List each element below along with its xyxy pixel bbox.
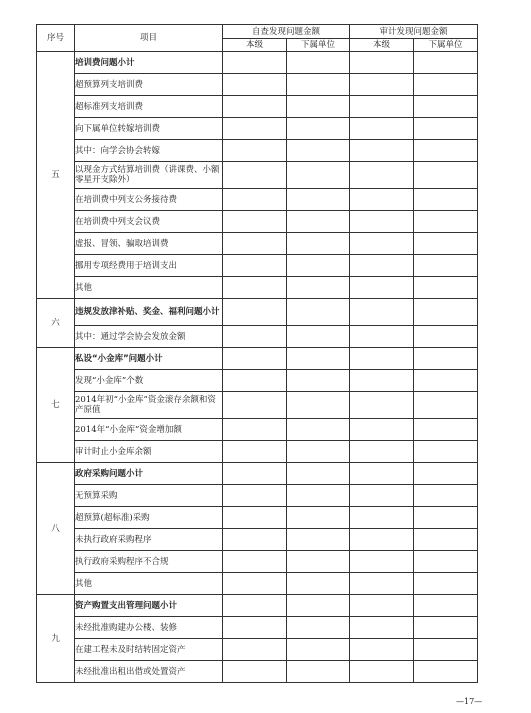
page-number: —17— xyxy=(456,697,483,706)
amount-cell-audit-subordinate[interactable] xyxy=(414,551,478,573)
amount-cell-self-subordinate[interactable] xyxy=(287,189,350,211)
amount-cell-self-subordinate[interactable] xyxy=(287,255,350,277)
amount-cell-self-this-level[interactable] xyxy=(223,299,287,326)
amount-cell-audit-this-level[interactable] xyxy=(350,74,414,96)
amount-cell-self-this-level[interactable] xyxy=(223,370,287,392)
header-audit-this-level: 本级 xyxy=(350,39,414,52)
amount-cell-self-subordinate[interactable] xyxy=(287,96,350,118)
item-label: 挪用专项经费用于培训支出 xyxy=(75,255,223,277)
header-item: 项目 xyxy=(75,25,223,52)
table-row xyxy=(37,277,478,299)
item-label: 无预算采购 xyxy=(75,485,223,507)
amount-cell-audit-this-level[interactable] xyxy=(350,370,414,392)
amount-cell-self-subordinate[interactable] xyxy=(287,639,350,661)
amount-cell-audit-this-level[interactable] xyxy=(350,485,414,507)
table-row xyxy=(37,392,478,419)
amount-cell-self-subordinate[interactable] xyxy=(287,233,350,255)
amount-cell-self-this-level[interactable] xyxy=(223,441,287,463)
amount-cell-audit-this-level[interactable] xyxy=(350,96,414,118)
table-row xyxy=(37,595,478,617)
amount-cell-audit-this-level[interactable] xyxy=(350,661,414,683)
amount-cell-audit-subordinate[interactable] xyxy=(414,255,478,277)
item-label: 在培训费中列支公务接待费 xyxy=(75,189,223,211)
amount-cell-audit-subordinate[interactable] xyxy=(414,463,478,485)
table-row xyxy=(37,162,478,189)
item-label: 在建工程未及时结转固定资产 xyxy=(75,639,223,661)
amount-cell-audit-this-level[interactable] xyxy=(350,189,414,211)
amount-cell-self-subordinate[interactable] xyxy=(287,661,350,683)
subtotal-label: 违规发放津补贴、奖金、福利问题小计 xyxy=(75,299,223,326)
amount-cell-self-this-level[interactable] xyxy=(223,211,287,233)
item-label: 审计时止小金库余额 xyxy=(75,441,223,463)
amount-cell-self-this-level[interactable] xyxy=(223,463,287,485)
amount-cell-self-subordinate[interactable] xyxy=(287,162,350,189)
item-label: 其他 xyxy=(75,573,223,595)
amount-cell-audit-this-level[interactable] xyxy=(350,52,414,74)
item-label: 超预算列支培训费 xyxy=(75,74,223,96)
amount-cell-self-subordinate[interactable] xyxy=(287,370,350,392)
amount-cell-audit-subordinate[interactable] xyxy=(414,162,478,189)
subtotal-label: 资产购置支出管理问题小计 xyxy=(75,595,223,617)
amount-cell-self-this-level[interactable] xyxy=(223,617,287,639)
amount-cell-self-subordinate[interactable] xyxy=(287,507,350,529)
amount-cell-audit-subordinate[interactable] xyxy=(414,140,478,162)
amount-cell-self-this-level[interactable] xyxy=(223,573,287,595)
amount-cell-self-subordinate[interactable] xyxy=(287,441,350,463)
amount-cell-audit-this-level[interactable] xyxy=(350,441,414,463)
table-row xyxy=(37,441,478,463)
amount-cell-self-subordinate[interactable] xyxy=(287,573,350,595)
amount-cell-audit-subordinate[interactable] xyxy=(414,211,478,233)
amount-cell-audit-this-level[interactable] xyxy=(350,573,414,595)
amount-cell-audit-this-level[interactable] xyxy=(350,326,414,348)
section-index: 六 xyxy=(37,299,75,348)
amount-cell-audit-subordinate[interactable] xyxy=(414,441,478,463)
table-row xyxy=(37,189,478,211)
table-row xyxy=(37,617,478,639)
amount-cell-audit-subordinate[interactable] xyxy=(414,74,478,96)
amount-cell-audit-this-level[interactable] xyxy=(350,233,414,255)
amount-cell-audit-subordinate[interactable] xyxy=(414,419,478,441)
amount-cell-audit-this-level[interactable] xyxy=(350,463,414,485)
amount-cell-self-subordinate[interactable] xyxy=(287,551,350,573)
amount-cell-self-this-level[interactable] xyxy=(223,140,287,162)
item-label: 其中：通过学会协会发放金额 xyxy=(75,326,223,348)
amount-cell-audit-subordinate[interactable] xyxy=(414,529,478,551)
amount-cell-audit-this-level[interactable] xyxy=(350,299,414,326)
amount-cell-audit-this-level[interactable] xyxy=(350,277,414,299)
amount-cell-self-this-level[interactable] xyxy=(223,162,287,189)
item-label: 超标准列支培训费 xyxy=(75,96,223,118)
amount-cell-audit-subordinate[interactable] xyxy=(414,348,478,370)
table-row xyxy=(37,507,478,529)
table-row xyxy=(37,118,478,140)
amount-cell-audit-this-level[interactable] xyxy=(350,255,414,277)
amount-cell-self-this-level[interactable] xyxy=(223,326,287,348)
amount-cell-audit-subordinate[interactable] xyxy=(414,233,478,255)
audit-table xyxy=(36,24,478,683)
amount-cell-self-subordinate[interactable] xyxy=(287,118,350,140)
amount-cell-self-this-level[interactable] xyxy=(223,392,287,419)
section-index: 七 xyxy=(37,348,75,463)
section-index: 八 xyxy=(37,463,75,595)
amount-cell-audit-this-level[interactable] xyxy=(350,419,414,441)
amount-cell-audit-this-level[interactable] xyxy=(350,551,414,573)
table-row xyxy=(37,370,478,392)
item-label: 2014年初“小金库”资金滚存余额和资产原值 xyxy=(75,392,223,419)
item-label: 发现“小金库”个数 xyxy=(75,370,223,392)
subtotal-label: 私设“小金库”问题小计 xyxy=(75,348,223,370)
amount-cell-audit-this-level[interactable] xyxy=(350,162,414,189)
item-label: 超预算(超标准)采购 xyxy=(75,507,223,529)
amount-cell-audit-this-level[interactable] xyxy=(350,595,414,617)
amount-cell-audit-this-level[interactable] xyxy=(350,392,414,419)
amount-cell-self-subordinate[interactable] xyxy=(287,529,350,551)
amount-cell-audit-subordinate[interactable] xyxy=(414,326,478,348)
amount-cell-audit-subordinate[interactable] xyxy=(414,507,478,529)
amount-cell-audit-subordinate[interactable] xyxy=(414,595,478,617)
amount-cell-audit-this-level[interactable] xyxy=(350,211,414,233)
header-self-check: 自查发现问题金额 xyxy=(223,25,350,39)
amount-cell-self-this-level[interactable] xyxy=(223,233,287,255)
amount-cell-audit-subordinate[interactable] xyxy=(414,52,478,74)
subtotal-label: 培训费问题小计 xyxy=(75,52,223,74)
item-label: 执行政府采购程序不合规 xyxy=(75,551,223,573)
amount-cell-self-this-level[interactable] xyxy=(223,551,287,573)
amount-cell-self-subordinate[interactable] xyxy=(287,52,350,74)
amount-cell-audit-this-level[interactable] xyxy=(350,348,414,370)
item-label: 其他 xyxy=(75,277,223,299)
amount-cell-audit-this-level[interactable] xyxy=(350,617,414,639)
table-row xyxy=(37,348,478,370)
table-row xyxy=(37,529,478,551)
amount-cell-audit-this-level[interactable] xyxy=(350,639,414,661)
amount-cell-audit-subordinate[interactable] xyxy=(414,277,478,299)
header-self-subordinate: 下属单位 xyxy=(287,39,350,52)
amount-cell-self-this-level[interactable] xyxy=(223,189,287,211)
table-row xyxy=(37,419,478,441)
table-row xyxy=(37,326,478,348)
table-row xyxy=(37,661,478,683)
table-body xyxy=(37,52,478,683)
amount-cell-self-this-level[interactable] xyxy=(223,348,287,370)
amount-cell-self-this-level[interactable] xyxy=(223,639,287,661)
amount-cell-audit-this-level[interactable] xyxy=(350,507,414,529)
amount-cell-self-subordinate[interactable] xyxy=(287,463,350,485)
amount-cell-audit-this-level[interactable] xyxy=(350,118,414,140)
amount-cell-self-subordinate[interactable] xyxy=(287,211,350,233)
item-label: 在培训费中列支会议费 xyxy=(75,211,223,233)
amount-cell-self-subordinate[interactable] xyxy=(287,595,350,617)
amount-cell-self-this-level[interactable] xyxy=(223,96,287,118)
amount-cell-self-this-level[interactable] xyxy=(223,277,287,299)
header-self-this-level: 本级 xyxy=(223,39,287,52)
table-row xyxy=(37,211,478,233)
amount-cell-self-this-level[interactable] xyxy=(223,74,287,96)
table-row xyxy=(37,463,478,485)
item-label: 未经批准出租出借或处置资产 xyxy=(75,661,223,683)
table-row xyxy=(37,299,478,326)
item-label: 以现金方式结算培训费（讲课费、小额零星开支除外） xyxy=(75,162,223,189)
amount-cell-self-subordinate[interactable] xyxy=(287,348,350,370)
amount-cell-self-subordinate[interactable] xyxy=(287,617,350,639)
amount-cell-audit-subordinate[interactable] xyxy=(414,189,478,211)
amount-cell-audit-subordinate[interactable] xyxy=(414,639,478,661)
amount-cell-audit-subordinate[interactable] xyxy=(414,370,478,392)
amount-cell-audit-this-level[interactable] xyxy=(350,140,414,162)
amount-cell-audit-subordinate[interactable] xyxy=(414,96,478,118)
amount-cell-self-subordinate[interactable] xyxy=(287,277,350,299)
amount-cell-self-this-level[interactable] xyxy=(223,485,287,507)
amount-cell-self-subordinate[interactable] xyxy=(287,326,350,348)
header-seq: 序号 xyxy=(37,25,75,52)
amount-cell-audit-subordinate[interactable] xyxy=(414,573,478,595)
amount-cell-self-this-level[interactable] xyxy=(223,661,287,683)
amount-cell-self-this-level[interactable] xyxy=(223,255,287,277)
item-label: 其中：向学会协会转嫁 xyxy=(75,140,223,162)
amount-cell-audit-subordinate[interactable] xyxy=(414,118,478,140)
section-index: 九 xyxy=(37,595,75,683)
amount-cell-self-subordinate[interactable] xyxy=(287,485,350,507)
amount-cell-self-this-level[interactable] xyxy=(223,118,287,140)
amount-cell-self-this-level[interactable] xyxy=(223,507,287,529)
item-label: 向下属单位转嫁培训费 xyxy=(75,118,223,140)
amount-cell-audit-this-level[interactable] xyxy=(350,529,414,551)
amount-cell-self-this-level[interactable] xyxy=(223,595,287,617)
amount-cell-self-subordinate[interactable] xyxy=(287,299,350,326)
table-row xyxy=(37,639,478,661)
amount-cell-audit-subordinate[interactable] xyxy=(414,661,478,683)
table-row xyxy=(37,485,478,507)
amount-cell-self-this-level[interactable] xyxy=(223,419,287,441)
amount-cell-self-this-level[interactable] xyxy=(223,529,287,551)
amount-cell-self-subordinate[interactable] xyxy=(287,74,350,96)
amount-cell-self-subordinate[interactable] xyxy=(287,392,350,419)
amount-cell-audit-subordinate[interactable] xyxy=(414,617,478,639)
table-row xyxy=(37,551,478,573)
amount-cell-audit-subordinate[interactable] xyxy=(414,299,478,326)
item-label: 虚报、冒领、骗取培训费 xyxy=(75,233,223,255)
amount-cell-audit-subordinate[interactable] xyxy=(414,392,478,419)
subtotal-label: 政府采购问题小计 xyxy=(75,463,223,485)
item-label: 2014年“小金库”资金增加额 xyxy=(75,419,223,441)
item-label: 未经批准购建办公楼、装修 xyxy=(75,617,223,639)
amount-cell-self-this-level[interactable] xyxy=(223,52,287,74)
table-row xyxy=(37,140,478,162)
amount-cell-self-subordinate[interactable] xyxy=(287,419,350,441)
table-row xyxy=(37,52,478,74)
table-row xyxy=(37,233,478,255)
amount-cell-self-subordinate[interactable] xyxy=(287,140,350,162)
header-audit-subordinate: 下属单位 xyxy=(414,39,478,52)
section-index: 五 xyxy=(37,52,75,299)
amount-cell-audit-subordinate[interactable] xyxy=(414,485,478,507)
table-row xyxy=(37,74,478,96)
item-label: 未执行政府采购程序 xyxy=(75,529,223,551)
header-audit: 审计发现问题金额 xyxy=(350,25,478,39)
table-row xyxy=(37,96,478,118)
table-row xyxy=(37,573,478,595)
table-row xyxy=(37,255,478,277)
